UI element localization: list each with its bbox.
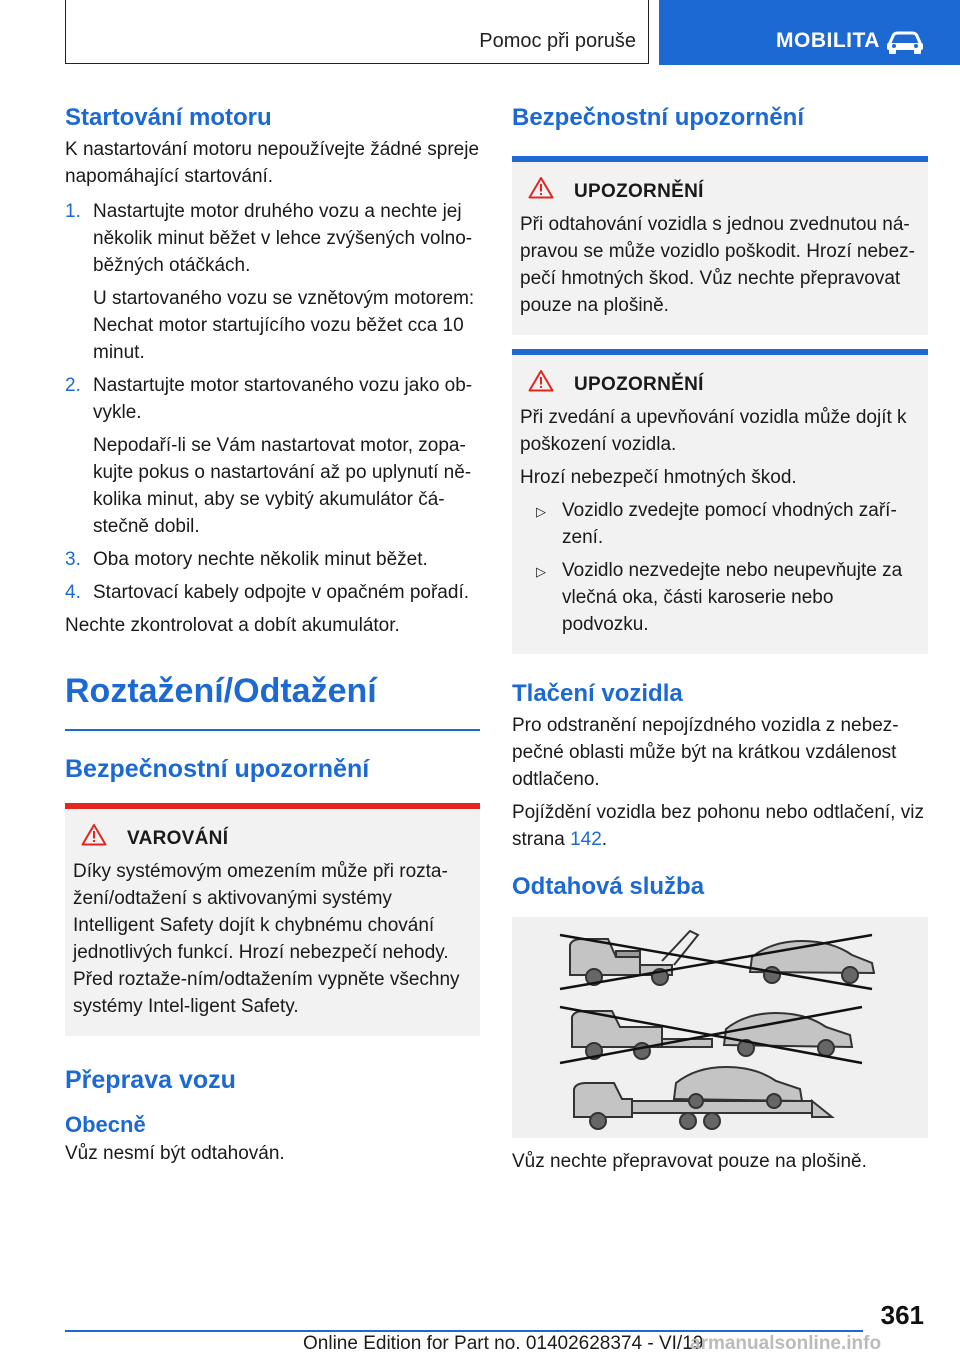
warning-title: VAROVÁNÍ bbox=[127, 827, 229, 849]
step-text: Nepodaří-li se Vám nastartovat motor, zopa-kujte pokus o nastartování až po uplynutí ně-kolika minut, aby se vybitý akumulátor čá-stečně dobil. bbox=[93, 435, 472, 537]
chapter-heading: Roztažení/Odtažení bbox=[65, 672, 377, 710]
push-ref-text: Pojíždění vozidla bez pohonu nebo odtlačení, viz strana bbox=[512, 802, 924, 850]
notice-title: UPOZORNĚNÍ bbox=[574, 374, 704, 395]
chapter-title: Pomoc při poruše bbox=[479, 30, 636, 52]
triangle-bullet-icon: ▷ bbox=[536, 564, 546, 579]
start-heading: Startování motoru bbox=[65, 104, 272, 131]
footer-divider bbox=[65, 1330, 863, 1332]
towing-illustration bbox=[512, 917, 928, 1138]
step-number: 1. bbox=[65, 201, 81, 222]
page-number: 361 bbox=[880, 1300, 924, 1330]
transport-heading: Přeprava vozu bbox=[65, 1065, 236, 1094]
bullet-text: Vozidlo zvedejte pomocí vhodných zaří-zení. bbox=[562, 500, 897, 548]
notice-title: UPOZORNĚNÍ bbox=[574, 181, 704, 202]
push-heading: Tlačení vozidla bbox=[512, 680, 683, 707]
step-item bbox=[65, 546, 480, 573]
general-text: Vůz nesmí být odtahován. bbox=[65, 1142, 285, 1164]
push-ref-end: . bbox=[601, 829, 608, 850]
step-number: 2. bbox=[65, 375, 81, 396]
section-tab[interactable] bbox=[659, 0, 960, 65]
section-tab-label: MOBILITA bbox=[776, 29, 880, 52]
warning-triangle-icon bbox=[73, 823, 127, 854]
general-heading: Obecně bbox=[65, 1111, 146, 1137]
warning-text: Díky systémovým omezením může při rozta-žení/odtažení s aktivovanými systémy Intelligent Safety dojít k chybnému chování jednotlivých funkcí. Hrozí nebezpečí nehody. Před roztaže-ním/odtažením vypněte všechny systémy Intel-ligent Safety. bbox=[73, 860, 460, 1017]
left-column bbox=[65, 100, 480, 1173]
warning-box bbox=[65, 803, 480, 1036]
chapter-divider bbox=[65, 729, 480, 731]
notice-box-2 bbox=[512, 349, 928, 654]
safety-heading-right: Bezpečnostní upozornění bbox=[512, 104, 805, 131]
step-text: U startovaného vozu se vznětovým motorem: Nechat motor startujícího vozu běžet cca 10 minut. bbox=[93, 288, 475, 363]
step-number: 4. bbox=[65, 582, 81, 603]
start-outro: Nechte zkontrolovat a dobít akumulátor. bbox=[65, 615, 400, 636]
warning-triangle-icon bbox=[520, 369, 574, 400]
right-column bbox=[512, 100, 928, 1181]
step-item bbox=[65, 372, 480, 540]
safety-heading-left: Bezpečnostní upozornění bbox=[65, 754, 370, 783]
start-steps bbox=[65, 198, 480, 606]
push-reference bbox=[512, 799, 928, 853]
notice-text: Při odtahování vozidla s jednou zvednutou ná-pravou se může vozidlo poškodit. Hrozí nebez-pečí hmotných škod. Vůz nechte přepravovat pouze na plošině. bbox=[520, 214, 915, 316]
tow-caption: Vůz nechte přepravovat pouze na plošině. bbox=[512, 1151, 867, 1172]
warning-triangle-icon bbox=[520, 176, 574, 207]
start-intro: K nastartování motoru nepoužívejte žádné spreje napomáhající startování. bbox=[65, 139, 480, 187]
car-icon bbox=[885, 30, 925, 59]
step-text: Nastartujte motor startovaného vozu jako ob-vykle. bbox=[93, 375, 473, 423]
bullet-item bbox=[520, 497, 920, 551]
triangle-bullet-icon: ▷ bbox=[536, 504, 546, 519]
step-text: Startovací kabely odpojte v opačném pořadí. bbox=[93, 582, 470, 603]
footer-watermark: armanualsonline.info bbox=[690, 1333, 882, 1354]
notice-text: Při zvedání a upevňování vozidla může dojít k poškození vozidla. bbox=[520, 407, 907, 455]
step-number: 3. bbox=[65, 549, 81, 570]
step-item bbox=[65, 198, 480, 366]
tow-heading: Odtahová služba bbox=[512, 873, 705, 900]
step-text: Oba motory nechte několik minut běžet. bbox=[93, 549, 428, 570]
step-text: Nastartujte motor druhého vozu a nechte jej několik minut běžet v lehce zvýšených volno-běžných otáčkách. bbox=[93, 201, 473, 276]
step-item bbox=[65, 579, 480, 606]
page-link[interactable]: 142 bbox=[570, 829, 602, 850]
footer-edition: Online Edition for Part no. 01402628374 - VI/19 bbox=[303, 1333, 704, 1354]
bullet-item bbox=[520, 557, 920, 638]
bullet-text: Vozidlo nezvedejte nebo neupevňujte za vlečná oka, části karoserie nebo podvozku. bbox=[562, 560, 903, 635]
push-text: Pro odstranění nepojízdného vozidla z nebez-pečné oblasti může být na krátkou vzdálenost odtlačeno. bbox=[512, 715, 899, 790]
header-chapter-box bbox=[65, 0, 649, 64]
towing-illustration-graphic bbox=[512, 917, 928, 1138]
notice-box-1 bbox=[512, 156, 928, 335]
notice-text: Hrozí nebezpečí hmotných škod. bbox=[520, 467, 797, 488]
